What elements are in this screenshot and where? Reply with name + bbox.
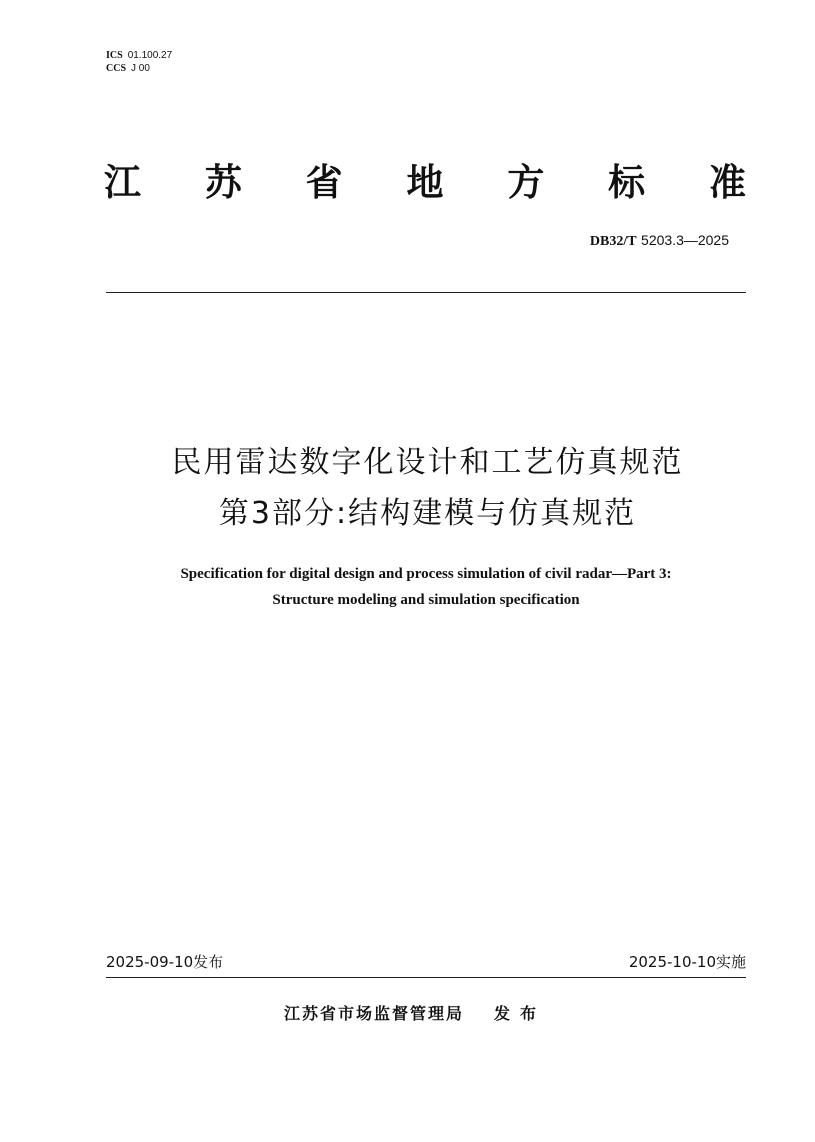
- issue-date: 2025-09-10发布: [106, 953, 224, 971]
- standard-title-char: 准: [708, 161, 746, 204]
- chinese-title-line-2: 第3部分:结构建模与仿真规范: [218, 496, 637, 531]
- english-title-line-2: Structure modeling and simulation specification: [272, 592, 580, 608]
- ccs-code: J 00: [131, 63, 150, 74]
- standard-title-char: 地: [406, 161, 444, 204]
- ics-line: [106, 49, 172, 62]
- standard-title-char: 江: [104, 161, 141, 204]
- standard-type-title: [104, 160, 746, 206]
- standard-title-char: 标: [608, 161, 646, 204]
- standard-number-value: 5203.3—2025: [641, 232, 729, 248]
- ics-label: ICS: [106, 50, 123, 61]
- standard-title-char: 苏: [204, 161, 242, 204]
- ics-code: 01.100.27: [127, 50, 173, 61]
- standard-title-char: 省: [305, 161, 343, 204]
- publisher-name: 江苏省市场监督管理局: [284, 1004, 465, 1023]
- classification-codes: [106, 49, 172, 75]
- publisher-verb: 发布: [494, 1004, 547, 1023]
- header-divider: [106, 292, 746, 293]
- standard-number-prefix: DB32/T: [589, 234, 637, 249]
- publisher: [284, 1003, 546, 1025]
- effective-date: 2025-10-10实施: [628, 953, 746, 971]
- chinese-title-line-1: 民用雷达数字化设计和工艺仿真规范: [171, 445, 684, 480]
- standard-number: [590, 231, 729, 251]
- standard-title-char: 方: [507, 161, 545, 204]
- footer-divider: [106, 977, 746, 978]
- ccs-line: [106, 62, 172, 75]
- ccs-label: CCS: [106, 63, 127, 74]
- english-title-line-1: Specification for digital design and process simulation of civil radar—Part 3:: [180, 566, 672, 582]
